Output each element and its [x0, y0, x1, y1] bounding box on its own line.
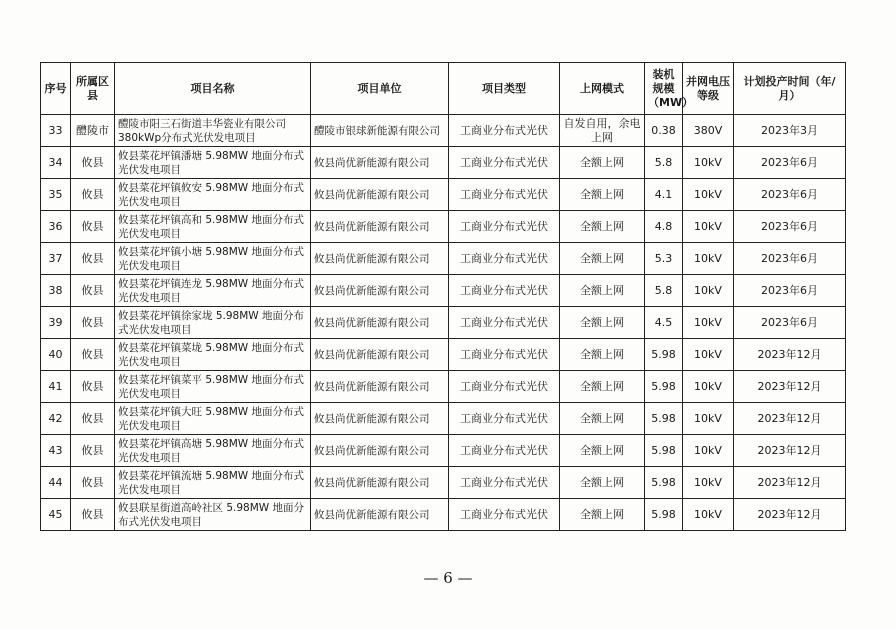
cell-county: 攸县 — [71, 243, 115, 275]
header-project-type: 项目类型 — [449, 63, 560, 115]
table-row — [41, 179, 846, 211]
cell-voltage: 10kV — [683, 179, 734, 211]
cell-seq: 38 — [41, 275, 71, 307]
cell-seq: 45 — [41, 499, 71, 531]
cell-voltage: 10kV — [683, 499, 734, 531]
cell-voltage: 10kV — [683, 467, 734, 499]
cell-voltage: 10kV — [683, 307, 734, 339]
header-project-unit: 项目单位 — [311, 63, 449, 115]
table-row — [41, 435, 846, 467]
cell-county: 攸县 — [71, 403, 115, 435]
page-number: — 6 — — [423, 569, 473, 587]
cell-grid-mode: 全额上网 — [560, 243, 645, 275]
header-project-name: 项目名称 — [115, 63, 311, 115]
header-voltage: 并网电压等级 — [683, 63, 734, 115]
cell-capacity: 5.98 — [645, 499, 683, 531]
project-table — [40, 62, 846, 531]
cell-project-type: 工商业分布式光伏 — [449, 147, 560, 179]
cell-project-name: 攸县菜花坪镇高和 5.98MW 地面分布式光伏发电项目 — [115, 211, 311, 243]
cell-project-unit: 攸县尚优新能源有限公司 — [311, 467, 449, 499]
cell-seq: 33 — [41, 115, 71, 147]
table-row — [41, 115, 846, 147]
cell-project-type: 工商业分布式光伏 — [449, 467, 560, 499]
cell-county: 攸县 — [71, 499, 115, 531]
cell-project-type: 工商业分布式光伏 — [449, 115, 560, 147]
table-row — [41, 403, 846, 435]
cell-project-unit: 攸县尚优新能源有限公司 — [311, 339, 449, 371]
cell-grid-mode: 全额上网 — [560, 371, 645, 403]
cell-county: 攸县 — [71, 275, 115, 307]
cell-county: 攸县 — [71, 467, 115, 499]
cell-project-name: 攸县菜花坪镇菜平 5.98MW 地面分布式光伏发电项目 — [115, 371, 311, 403]
cell-capacity: 5.98 — [645, 371, 683, 403]
cell-project-unit: 攸县尚优新能源有限公司 — [311, 179, 449, 211]
cell-grid-mode: 自发自用，余电上网 — [560, 115, 645, 147]
cell-commission-time: 2023年12月 — [734, 467, 846, 499]
cell-project-type: 工商业分布式光伏 — [449, 243, 560, 275]
cell-seq: 41 — [41, 371, 71, 403]
cell-project-name: 攸县菜花坪镇潘塘 5.98MW 地面分布式光伏发电项目 — [115, 147, 311, 179]
table-body — [41, 115, 846, 531]
cell-project-type: 工商业分布式光伏 — [449, 499, 560, 531]
cell-county: 攸县 — [71, 339, 115, 371]
cell-voltage: 10kV — [683, 371, 734, 403]
cell-commission-time: 2023年12月 — [734, 499, 846, 531]
cell-voltage: 380V — [683, 115, 734, 147]
cell-commission-time: 2023年12月 — [734, 435, 846, 467]
cell-commission-time: 2023年12月 — [734, 339, 846, 371]
table-row — [41, 243, 846, 275]
cell-grid-mode: 全额上网 — [560, 339, 645, 371]
cell-project-unit: 攸县尚优新能源有限公司 — [311, 403, 449, 435]
table-row — [41, 339, 846, 371]
cell-commission-time: 2023年6月 — [734, 211, 846, 243]
cell-grid-mode: 全额上网 — [560, 275, 645, 307]
cell-grid-mode: 全额上网 — [560, 211, 645, 243]
cell-commission-time: 2023年6月 — [734, 243, 846, 275]
cell-seq: 40 — [41, 339, 71, 371]
cell-project-name: 攸县菜花坪镇高塘 5.98MW 地面分布式光伏发电项目 — [115, 435, 311, 467]
cell-project-type: 工商业分布式光伏 — [449, 307, 560, 339]
cell-seq: 39 — [41, 307, 71, 339]
cell-county: 攸县 — [71, 307, 115, 339]
table-row — [41, 147, 846, 179]
cell-grid-mode: 全额上网 — [560, 179, 645, 211]
cell-project-type: 工商业分布式光伏 — [449, 275, 560, 307]
cell-voltage: 10kV — [683, 147, 734, 179]
table-header — [41, 63, 846, 115]
cell-commission-time: 2023年6月 — [734, 307, 846, 339]
cell-voltage: 10kV — [683, 211, 734, 243]
cell-county: 醴陵市 — [71, 115, 115, 147]
cell-project-name: 攸县菜花坪镇小塘 5.98MW 地面分布式光伏发电项目 — [115, 243, 311, 275]
cell-capacity: 4.5 — [645, 307, 683, 339]
cell-project-name: 攸县菜花坪镇大旺 5.98MW 地面分布式光伏发电项目 — [115, 403, 311, 435]
cell-commission-time: 2023年12月 — [734, 371, 846, 403]
cell-county: 攸县 — [71, 435, 115, 467]
cell-project-unit: 攸县尚优新能源有限公司 — [311, 307, 449, 339]
cell-project-unit: 攸县尚优新能源有限公司 — [311, 211, 449, 243]
table-row — [41, 499, 846, 531]
cell-seq: 43 — [41, 435, 71, 467]
table-row — [41, 307, 846, 339]
cell-project-unit: 攸县尚优新能源有限公司 — [311, 147, 449, 179]
table-row — [41, 211, 846, 243]
cell-capacity: 5.98 — [645, 435, 683, 467]
table-row — [41, 275, 846, 307]
cell-project-type: 工商业分布式光伏 — [449, 339, 560, 371]
cell-project-type: 工商业分布式光伏 — [449, 211, 560, 243]
cell-grid-mode: 全额上网 — [560, 403, 645, 435]
cell-commission-time: 2023年6月 — [734, 147, 846, 179]
cell-capacity: 5.98 — [645, 339, 683, 371]
cell-commission-time: 2023年6月 — [734, 179, 846, 211]
cell-grid-mode: 全额上网 — [560, 499, 645, 531]
cell-project-name: 攸县菜花坪镇攸安 5.98MW 地面分布式光伏发电项目 — [115, 179, 311, 211]
header-grid-mode: 上网模式 — [560, 63, 645, 115]
header-seq: 序号 — [41, 63, 71, 115]
cell-project-type: 工商业分布式光伏 — [449, 403, 560, 435]
cell-voltage: 10kV — [683, 435, 734, 467]
cell-project-unit: 醴陵市银球新能源有限公司 — [311, 115, 449, 147]
cell-project-unit: 攸县尚优新能源有限公司 — [311, 243, 449, 275]
cell-capacity: 4.1 — [645, 179, 683, 211]
cell-county: 攸县 — [71, 147, 115, 179]
cell-seq: 42 — [41, 403, 71, 435]
cell-capacity: 5.98 — [645, 403, 683, 435]
cell-capacity: 5.98 — [645, 467, 683, 499]
cell-grid-mode: 全额上网 — [560, 307, 645, 339]
cell-commission-time: 2023年6月 — [734, 275, 846, 307]
cell-project-name: 攸县菜花坪镇徐家垅 5.98MW 地面分布式光伏发电项目 — [115, 307, 311, 339]
cell-project-type: 工商业分布式光伏 — [449, 179, 560, 211]
cell-project-unit: 攸县尚优新能源有限公司 — [311, 499, 449, 531]
cell-project-name: 醴陵市阳三石街道丰华瓷业有限公司 380kWp分布式光伏发电项目 — [115, 115, 311, 147]
cell-county: 攸县 — [71, 371, 115, 403]
cell-seq: 37 — [41, 243, 71, 275]
cell-seq: 35 — [41, 179, 71, 211]
cell-seq: 34 — [41, 147, 71, 179]
cell-capacity: 4.8 — [645, 211, 683, 243]
cell-project-type: 工商业分布式光伏 — [449, 435, 560, 467]
cell-capacity: 0.38 — [645, 115, 683, 147]
cell-capacity: 5.3 — [645, 243, 683, 275]
cell-grid-mode: 全额上网 — [560, 467, 645, 499]
cell-voltage: 10kV — [683, 403, 734, 435]
cell-commission-time: 2023年3月 — [734, 115, 846, 147]
cell-voltage: 10kV — [683, 243, 734, 275]
cell-capacity: 5.8 — [645, 275, 683, 307]
header-commission-time: 计划投产时间（年/月） — [734, 63, 846, 115]
cell-seq: 44 — [41, 467, 71, 499]
cell-voltage: 10kV — [683, 275, 734, 307]
cell-grid-mode: 全额上网 — [560, 147, 645, 179]
cell-voltage: 10kV — [683, 339, 734, 371]
cell-capacity: 5.8 — [645, 147, 683, 179]
table-row — [41, 467, 846, 499]
cell-project-type: 工商业分布式光伏 — [449, 371, 560, 403]
cell-county: 攸县 — [71, 179, 115, 211]
cell-project-name: 攸县联星街道高岭社区 5.98MW 地面分布式光伏发电项目 — [115, 499, 311, 531]
cell-project-name: 攸县菜花坪镇菜垅 5.98MW 地面分布式光伏发电项目 — [115, 339, 311, 371]
cell-project-unit: 攸县尚优新能源有限公司 — [311, 435, 449, 467]
cell-seq: 36 — [41, 211, 71, 243]
cell-project-name: 攸县菜花坪镇连龙 5.98MW 地面分布式光伏发电项目 — [115, 275, 311, 307]
header-county: 所属区县 — [71, 63, 115, 115]
cell-county: 攸县 — [71, 211, 115, 243]
cell-grid-mode: 全额上网 — [560, 435, 645, 467]
cell-project-unit: 攸县尚优新能源有限公司 — [311, 275, 449, 307]
cell-project-unit: 攸县尚优新能源有限公司 — [311, 371, 449, 403]
header-row — [41, 63, 846, 115]
table-row — [41, 371, 846, 403]
cell-project-name: 攸县菜花坪镇流塘 5.98MW 地面分布式光伏发电项目 — [115, 467, 311, 499]
header-capacity: 装机规模（MW） — [645, 63, 683, 115]
cell-commission-time: 2023年12月 — [734, 403, 846, 435]
